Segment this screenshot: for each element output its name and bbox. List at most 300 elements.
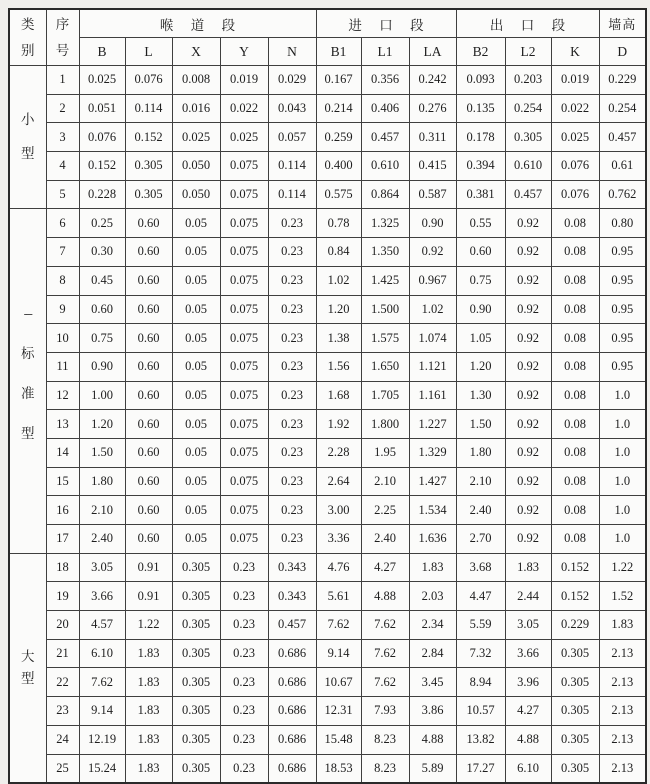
- value-cell: 7.62: [361, 611, 409, 640]
- value-cell: 1.52: [599, 582, 646, 611]
- value-cell: 0.762: [599, 180, 646, 209]
- row-number-cell: 21: [46, 639, 79, 668]
- value-cell: 1.20: [456, 352, 505, 381]
- value-cell: 1.02: [409, 295, 456, 324]
- value-cell: 2.03: [409, 582, 456, 611]
- row-number-cell: 19: [46, 582, 79, 611]
- category-cell-large: [9, 553, 46, 783]
- value-cell: 2.10: [361, 467, 409, 496]
- value-cell: 0.60: [125, 238, 172, 267]
- row-number-cell: 8: [46, 266, 79, 295]
- header-col-D: D: [599, 38, 646, 66]
- header-col-B1: B1: [316, 38, 361, 66]
- value-cell: 0.60: [125, 324, 172, 353]
- value-cell: 0.019: [551, 66, 599, 95]
- value-cell: 0.23: [268, 209, 316, 238]
- value-cell: 0.075: [220, 381, 268, 410]
- value-cell: 2.70: [456, 525, 505, 554]
- row-number-cell: 24: [46, 725, 79, 754]
- value-cell: 0.05: [172, 238, 220, 267]
- category-char: 小: [21, 112, 35, 128]
- value-cell: 0.23: [268, 438, 316, 467]
- category-char: 大: [21, 648, 35, 664]
- value-cell: 0.686: [268, 725, 316, 754]
- value-cell: 5.89: [409, 754, 456, 783]
- category-char: 准: [21, 386, 35, 402]
- row-number-cell: 23: [46, 697, 79, 726]
- value-cell: 1.50: [79, 438, 125, 467]
- value-cell: 0.305: [551, 668, 599, 697]
- value-cell: 5.59: [456, 611, 505, 640]
- value-cell: 1.0: [599, 525, 646, 554]
- value-cell: 2.34: [409, 611, 456, 640]
- row-number-cell: 20: [46, 611, 79, 640]
- value-cell: 2.13: [599, 668, 646, 697]
- value-cell: 1.83: [125, 725, 172, 754]
- value-cell: 0.92: [505, 525, 551, 554]
- value-cell: 0.114: [268, 152, 316, 181]
- value-cell: 8.23: [361, 725, 409, 754]
- value-cell: 6.10: [79, 639, 125, 668]
- value-cell: 0.95: [599, 295, 646, 324]
- row-number-cell: 16: [46, 496, 79, 525]
- value-cell: 0.152: [551, 582, 599, 611]
- value-cell: 0.114: [268, 180, 316, 209]
- value-cell: 3.05: [505, 611, 551, 640]
- value-cell: 0.114: [125, 94, 172, 123]
- category-char: 标: [21, 346, 35, 362]
- value-cell: 1.95: [361, 438, 409, 467]
- value-cell: 1.83: [125, 639, 172, 668]
- value-cell: 0.91: [125, 553, 172, 582]
- row-number-cell: 12: [46, 381, 79, 410]
- table-row: [9, 266, 646, 295]
- table-row: [9, 668, 646, 697]
- value-cell: 1.83: [505, 553, 551, 582]
- value-cell: 0.022: [551, 94, 599, 123]
- value-cell: 1.534: [409, 496, 456, 525]
- value-cell: 3.66: [79, 582, 125, 611]
- value-cell: 0.05: [172, 438, 220, 467]
- value-cell: 1.83: [599, 611, 646, 640]
- value-cell: 15.48: [316, 725, 361, 754]
- value-cell: 0.23: [268, 467, 316, 496]
- value-cell: 0.08: [551, 352, 599, 381]
- header-wall-height: 墙高: [599, 9, 646, 38]
- value-cell: 0.60: [125, 266, 172, 295]
- value-cell: 0.60: [125, 467, 172, 496]
- value-cell: 0.60: [125, 381, 172, 410]
- value-cell: 0.23: [268, 266, 316, 295]
- row-number-cell: 2: [46, 94, 79, 123]
- value-cell: 0.242: [409, 66, 456, 95]
- table-body: [9, 66, 646, 784]
- value-cell: 0.057: [268, 123, 316, 152]
- header-col-K: K: [551, 38, 599, 66]
- header-category: [9, 9, 46, 66]
- header-category-char: 别: [21, 42, 35, 58]
- value-cell: 0.311: [409, 123, 456, 152]
- value-cell: 0.610: [361, 152, 409, 181]
- value-cell: 10.67: [316, 668, 361, 697]
- value-cell: 0.214: [316, 94, 361, 123]
- value-cell: 0.016: [172, 94, 220, 123]
- table-row: [9, 152, 646, 181]
- value-cell: 0.228: [79, 180, 125, 209]
- value-cell: 0.075: [220, 496, 268, 525]
- value-cell: 0.23: [268, 496, 316, 525]
- row-number-cell: 6: [46, 209, 79, 238]
- value-cell: 0.08: [551, 209, 599, 238]
- value-cell: 0.23: [220, 754, 268, 783]
- value-cell: 0.75: [456, 266, 505, 295]
- value-cell: 0.305: [172, 611, 220, 640]
- value-cell: 0.019: [220, 66, 268, 95]
- header-group-outlet: 出 口 段: [456, 9, 599, 38]
- value-cell: 0.229: [599, 66, 646, 95]
- value-cell: 1.56: [316, 352, 361, 381]
- value-cell: 0.05: [172, 467, 220, 496]
- row-number-cell: 7: [46, 238, 79, 267]
- value-cell: 1.30: [456, 381, 505, 410]
- value-cell: 0.92: [505, 352, 551, 381]
- value-cell: 0.55: [456, 209, 505, 238]
- value-cell: 1.02: [316, 266, 361, 295]
- value-cell: 0.08: [551, 438, 599, 467]
- value-cell: 3.00: [316, 496, 361, 525]
- value-cell: 0.92: [505, 496, 551, 525]
- value-cell: 0.23: [268, 352, 316, 381]
- value-cell: 3.36: [316, 525, 361, 554]
- value-cell: 0.075: [220, 238, 268, 267]
- value-cell: 0.075: [220, 324, 268, 353]
- value-cell: 0.23: [220, 668, 268, 697]
- row-number-cell: 17: [46, 525, 79, 554]
- table-row: [9, 123, 646, 152]
- value-cell: 0.23: [268, 324, 316, 353]
- value-cell: 1.20: [316, 295, 361, 324]
- value-cell: 0.400: [316, 152, 361, 181]
- value-cell: 2.25: [361, 496, 409, 525]
- value-cell: 0.60: [125, 209, 172, 238]
- value-cell: 1.83: [125, 754, 172, 783]
- value-cell: 0.305: [125, 152, 172, 181]
- value-cell: 1.705: [361, 381, 409, 410]
- value-cell: 1.83: [125, 697, 172, 726]
- value-cell: 0.23: [220, 639, 268, 668]
- value-cell: 4.27: [505, 697, 551, 726]
- value-cell: 0.305: [172, 697, 220, 726]
- value-cell: 1.80: [79, 467, 125, 496]
- value-cell: 0.022: [220, 94, 268, 123]
- value-cell: 3.86: [409, 697, 456, 726]
- value-cell: 0.05: [172, 209, 220, 238]
- value-cell: 1.0: [599, 410, 646, 439]
- value-cell: 0.05: [172, 324, 220, 353]
- value-cell: 0.23: [220, 697, 268, 726]
- value-cell: 0.23: [220, 582, 268, 611]
- value-cell: 0.95: [599, 352, 646, 381]
- value-cell: 0.457: [268, 611, 316, 640]
- value-cell: 0.60: [79, 295, 125, 324]
- value-cell: 0.457: [505, 180, 551, 209]
- value-cell: 7.62: [316, 611, 361, 640]
- row-number-cell: 1: [46, 66, 79, 95]
- value-cell: 0.92: [409, 238, 456, 267]
- value-cell: 0.587: [409, 180, 456, 209]
- value-cell: 0.259: [316, 123, 361, 152]
- value-cell: 0.025: [220, 123, 268, 152]
- value-cell: 0.075: [220, 438, 268, 467]
- header-col-B2: B2: [456, 38, 505, 66]
- header-col-X: X: [172, 38, 220, 66]
- value-cell: 0.152: [551, 553, 599, 582]
- value-cell: 4.27: [361, 553, 409, 582]
- row-number-cell: 4: [46, 152, 79, 181]
- value-cell: 4.88: [361, 582, 409, 611]
- table-row: [9, 697, 646, 726]
- value-cell: 17.27: [456, 754, 505, 783]
- row-number-cell: 25: [46, 754, 79, 783]
- value-cell: 12.31: [316, 697, 361, 726]
- value-cell: 0.075: [220, 525, 268, 554]
- value-cell: 0.075: [220, 209, 268, 238]
- value-cell: 0.686: [268, 697, 316, 726]
- value-cell: 5.61: [316, 582, 361, 611]
- value-cell: 0.008: [172, 66, 220, 95]
- value-cell: 0.076: [125, 66, 172, 95]
- category-char: 型: [21, 426, 35, 442]
- value-cell: 0.076: [551, 180, 599, 209]
- value-cell: 0.343: [268, 582, 316, 611]
- header-col-L2: L2: [505, 38, 551, 66]
- value-cell: 0.305: [551, 639, 599, 668]
- value-cell: 0.90: [409, 209, 456, 238]
- value-cell: 1.425: [361, 266, 409, 295]
- value-cell: 0.23: [268, 238, 316, 267]
- row-number-cell: 9: [46, 295, 79, 324]
- value-cell: 0.575: [316, 180, 361, 209]
- table-row: [9, 180, 646, 209]
- value-cell: 3.68: [456, 553, 505, 582]
- value-cell: 0.394: [456, 152, 505, 181]
- value-cell: 0.415: [409, 152, 456, 181]
- value-cell: 0.457: [361, 123, 409, 152]
- value-cell: 0.23: [268, 295, 316, 324]
- value-cell: 0.305: [125, 180, 172, 209]
- header-index-char: 号: [55, 42, 70, 58]
- header-category-char: 类: [21, 16, 35, 32]
- value-cell: 0.08: [551, 324, 599, 353]
- value-cell: 0.60: [456, 238, 505, 267]
- table-row: [9, 324, 646, 353]
- value-cell: 0.075: [220, 410, 268, 439]
- value-cell: 3.66: [505, 639, 551, 668]
- value-cell: 4.88: [505, 725, 551, 754]
- row-number-cell: 15: [46, 467, 79, 496]
- value-cell: 6.10: [505, 754, 551, 783]
- value-cell: 0.05: [172, 381, 220, 410]
- value-cell: 0.91: [125, 582, 172, 611]
- value-cell: 2.40: [456, 496, 505, 525]
- value-cell: 1.68: [316, 381, 361, 410]
- value-cell: 1.0: [599, 381, 646, 410]
- value-cell: 0.093: [456, 66, 505, 95]
- value-cell: 0.457: [599, 123, 646, 152]
- value-cell: 0.75: [79, 324, 125, 353]
- value-cell: 2.40: [361, 525, 409, 554]
- value-cell: 1.22: [599, 553, 646, 582]
- table-header: [9, 9, 646, 66]
- table-row: [9, 611, 646, 640]
- value-cell: 0.050: [172, 152, 220, 181]
- value-cell: 9.14: [79, 697, 125, 726]
- value-cell: 0.92: [505, 381, 551, 410]
- value-cell: 0.051: [79, 94, 125, 123]
- value-cell: 1.00: [79, 381, 125, 410]
- value-cell: 0.075: [220, 266, 268, 295]
- value-cell: 0.84: [316, 238, 361, 267]
- value-cell: 0.254: [599, 94, 646, 123]
- value-cell: 0.305: [172, 582, 220, 611]
- header-col-L: L: [125, 38, 172, 66]
- value-cell: 0.343: [268, 553, 316, 582]
- table-row: [9, 438, 646, 467]
- row-number-cell: 3: [46, 123, 79, 152]
- row-number-cell: 14: [46, 438, 79, 467]
- value-cell: 1.83: [409, 553, 456, 582]
- value-cell: 0.90: [456, 295, 505, 324]
- value-cell: 0.305: [172, 553, 220, 582]
- value-cell: 1.0: [599, 438, 646, 467]
- value-cell: 0.95: [599, 324, 646, 353]
- category-cell-standard: [9, 209, 46, 553]
- row-number-cell: 5: [46, 180, 79, 209]
- value-cell: 0.152: [79, 152, 125, 181]
- value-cell: 0.45: [79, 266, 125, 295]
- value-cell: 1.325: [361, 209, 409, 238]
- table-row: [9, 352, 646, 381]
- value-cell: 7.32: [456, 639, 505, 668]
- table-row: [9, 467, 646, 496]
- value-cell: 13.82: [456, 725, 505, 754]
- value-cell: 2.13: [599, 639, 646, 668]
- value-cell: 0.305: [551, 754, 599, 783]
- value-cell: 7.62: [79, 668, 125, 697]
- value-cell: 0.08: [551, 410, 599, 439]
- header-col-B: B: [79, 38, 125, 66]
- value-cell: 0.076: [79, 123, 125, 152]
- table-row: [9, 94, 646, 123]
- value-cell: 1.500: [361, 295, 409, 324]
- value-cell: 1.83: [125, 668, 172, 697]
- value-cell: 0.23: [268, 410, 316, 439]
- value-cell: 1.92: [316, 410, 361, 439]
- category-char: ---: [23, 308, 32, 321]
- value-cell: 4.47: [456, 582, 505, 611]
- value-cell: 0.80: [599, 209, 646, 238]
- value-cell: 7.62: [361, 639, 409, 668]
- value-cell: 1.800: [361, 410, 409, 439]
- value-cell: 0.05: [172, 352, 220, 381]
- value-cell: 1.161: [409, 381, 456, 410]
- value-cell: 1.121: [409, 352, 456, 381]
- value-cell: 0.92: [505, 238, 551, 267]
- value-cell: 1.38: [316, 324, 361, 353]
- value-cell: 0.050: [172, 180, 220, 209]
- value-cell: 0.305: [172, 668, 220, 697]
- value-cell: 1.227: [409, 410, 456, 439]
- value-cell: 0.95: [599, 238, 646, 267]
- value-cell: 0.135: [456, 94, 505, 123]
- row-number-cell: 10: [46, 324, 79, 353]
- value-cell: 0.305: [551, 697, 599, 726]
- value-cell: 0.305: [172, 725, 220, 754]
- table-row: [9, 209, 646, 238]
- table-row: [9, 238, 646, 267]
- header-group-inlet: 进 口 段: [316, 9, 456, 38]
- header-row-groups: [9, 9, 646, 38]
- value-cell: 0.075: [220, 152, 268, 181]
- value-cell: 0.686: [268, 754, 316, 783]
- value-cell: 0.406: [361, 94, 409, 123]
- value-cell: 0.029: [268, 66, 316, 95]
- row-number-cell: 18: [46, 553, 79, 582]
- value-cell: 0.60: [125, 438, 172, 467]
- value-cell: 2.84: [409, 639, 456, 668]
- value-cell: 12.19: [79, 725, 125, 754]
- value-cell: 0.381: [456, 180, 505, 209]
- value-cell: 0.254: [505, 94, 551, 123]
- value-cell: 0.075: [220, 467, 268, 496]
- value-cell: 2.13: [599, 725, 646, 754]
- value-cell: 0.61: [599, 152, 646, 181]
- dimension-table: [8, 8, 647, 784]
- value-cell: 18.53: [316, 754, 361, 783]
- table-row: [9, 66, 646, 95]
- value-cell: 1.20: [79, 410, 125, 439]
- value-cell: 0.60: [125, 352, 172, 381]
- value-cell: 0.076: [551, 152, 599, 181]
- value-cell: 0.92: [505, 410, 551, 439]
- header-group-throat: 喉 道 段: [79, 9, 316, 38]
- value-cell: 1.074: [409, 324, 456, 353]
- value-cell: 0.025: [172, 123, 220, 152]
- value-cell: 0.23: [268, 525, 316, 554]
- value-cell: 0.60: [125, 525, 172, 554]
- value-cell: 0.08: [551, 467, 599, 496]
- value-cell: 3.45: [409, 668, 456, 697]
- value-cell: 0.686: [268, 668, 316, 697]
- value-cell: 1.0: [599, 467, 646, 496]
- value-cell: 0.25: [79, 209, 125, 238]
- header-col-L1: L1: [361, 38, 409, 66]
- value-cell: 4.88: [409, 725, 456, 754]
- category-char: 型: [21, 146, 35, 162]
- value-cell: 0.864: [361, 180, 409, 209]
- value-cell: 0.60: [125, 410, 172, 439]
- value-cell: 0.152: [125, 123, 172, 152]
- value-cell: 0.05: [172, 266, 220, 295]
- value-cell: 2.13: [599, 754, 646, 783]
- value-cell: 1.575: [361, 324, 409, 353]
- value-cell: 0.178: [456, 123, 505, 152]
- header-col-Y: Y: [220, 38, 268, 66]
- value-cell: 0.92: [505, 438, 551, 467]
- value-cell: 1.05: [456, 324, 505, 353]
- value-cell: 0.686: [268, 639, 316, 668]
- value-cell: 8.23: [361, 754, 409, 783]
